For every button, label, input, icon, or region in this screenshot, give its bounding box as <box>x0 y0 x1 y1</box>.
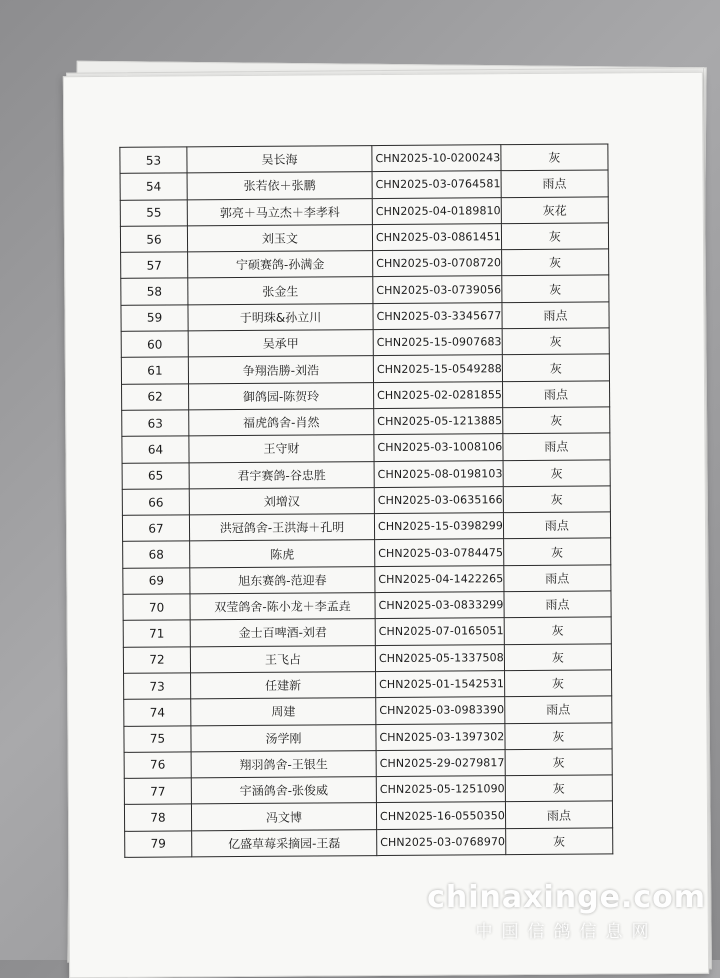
ring-number: CHN2025-03-3345677 <box>373 302 502 329</box>
owner-name: 汤学刚 <box>191 724 376 752</box>
owner-name: 刘增汉 <box>189 487 374 515</box>
owner-name: 冯文博 <box>191 803 376 831</box>
feather-color: 雨点 <box>501 170 608 197</box>
feather-color: 雨点 <box>503 512 610 539</box>
row-number: 57 <box>121 252 188 279</box>
row-number: 78 <box>124 804 191 831</box>
owner-name: 于明珠&孙立川 <box>188 303 373 331</box>
owner-name: 陈虎 <box>190 540 375 568</box>
table-row <box>120 144 608 174</box>
table-row <box>120 170 608 200</box>
table-row <box>121 328 609 358</box>
ring-number: CHN2025-15-0907683 <box>373 329 502 356</box>
table-row <box>122 459 610 489</box>
owner-name: 亿盛草莓采摘园-王磊 <box>192 829 377 857</box>
paper-sheet <box>63 72 709 978</box>
owner-name: 周建 <box>191 698 376 726</box>
table-row <box>125 828 613 858</box>
owner-name: 宇涵鸽舍-张俊威 <box>191 777 376 805</box>
row-number: 79 <box>125 831 192 858</box>
feather-color: 灰 <box>504 644 611 671</box>
ring-number: CHN2025-03-1397302 <box>376 723 505 750</box>
table-row <box>120 223 608 253</box>
owner-name: 御鸽园-陈贺玲 <box>189 382 374 410</box>
feather-color: 灰 <box>505 749 612 776</box>
ring-number: CHN2025-03-0833299 <box>375 592 504 619</box>
owner-name: 福虎鸽舍-肖然 <box>189 409 374 437</box>
roster-body <box>120 144 613 857</box>
watermark-domain: chinaxinge.com <box>427 880 706 915</box>
feather-color: 灰 <box>503 459 610 486</box>
table-row <box>123 565 611 595</box>
owner-name: 君宇赛鸽-谷忠胜 <box>189 461 374 489</box>
row-number: 55 <box>120 199 187 226</box>
ring-number: CHN2025-05-1251090 <box>376 776 505 803</box>
row-number: 53 <box>120 147 187 174</box>
owner-name: 金士百啤酒-刘君 <box>190 619 375 647</box>
feather-color: 灰 <box>506 828 613 855</box>
row-number: 66 <box>122 489 189 516</box>
ring-number: CHN2025-15-0549288 <box>373 355 502 382</box>
feather-color: 灰 <box>502 275 609 302</box>
table-row <box>121 354 609 384</box>
table-row <box>123 538 611 568</box>
feather-color: 灰 <box>501 249 608 276</box>
row-number: 62 <box>122 384 189 411</box>
row-number: 68 <box>123 541 190 568</box>
owner-name: 吴承甲 <box>188 330 373 358</box>
table-row <box>123 617 611 647</box>
ring-number: CHN2025-03-0764581 <box>372 171 501 198</box>
row-number: 64 <box>122 436 189 463</box>
feather-color: 灰花 <box>501 197 608 224</box>
feather-color: 灰 <box>502 328 609 355</box>
owner-name: 张若依＋张鹏 <box>187 172 372 200</box>
owner-name: 宁硕赛鸽-孙满金 <box>188 251 373 279</box>
table-row <box>122 407 610 437</box>
feather-color: 灰 <box>505 775 612 802</box>
ring-number: CHN2025-03-0861451 <box>372 224 501 251</box>
table-row <box>122 486 610 516</box>
ring-number: CHN2025-16-0550350 <box>376 802 505 829</box>
owner-name: 任建新 <box>191 672 376 700</box>
feather-color: 灰 <box>501 223 608 250</box>
table-row <box>120 197 608 227</box>
owner-name: 双莹鸽舍-陈小龙＋李孟垚 <box>190 593 375 621</box>
pigeon-roster-table <box>119 143 613 857</box>
owner-name: 翔羽鸽舍-王银生 <box>191 750 376 778</box>
ring-number: CHN2025-03-1008106 <box>374 434 503 461</box>
table-row <box>124 722 612 752</box>
feather-color: 灰 <box>501 144 608 171</box>
owner-name: 旭东赛鸽-范迎春 <box>190 566 375 594</box>
row-number: 59 <box>121 305 188 332</box>
feather-color: 灰 <box>504 670 611 697</box>
watermark-site-name: 中国信鸽信息网 <box>475 922 658 942</box>
feather-color: 雨点 <box>504 565 611 592</box>
feather-color: 雨点 <box>505 696 612 723</box>
ring-number: CHN2025-03-0784475 <box>375 539 504 566</box>
feather-color: 灰 <box>505 722 612 749</box>
owner-name: 争翔浩勝-刘浩 <box>188 356 373 384</box>
row-number: 65 <box>122 462 189 489</box>
ring-number: CHN2025-01-1542531 <box>376 671 505 698</box>
ring-number: CHN2025-03-0983390 <box>376 697 505 724</box>
row-number: 76 <box>124 752 191 779</box>
owner-name: 洪冠鸽舍-王洪海＋孔明 <box>189 514 374 542</box>
ring-number: CHN2025-03-0768970 <box>377 828 506 855</box>
feather-color: 灰 <box>503 486 610 513</box>
owner-name: 刘玉文 <box>187 224 372 252</box>
row-number: 69 <box>123 568 190 595</box>
feather-color: 灰 <box>504 617 611 644</box>
row-number: 56 <box>120 226 187 253</box>
feather-color: 雨点 <box>503 433 610 460</box>
row-number: 75 <box>124 725 191 752</box>
feather-color: 雨点 <box>505 801 612 828</box>
owner-name: 王飞占 <box>190 645 375 673</box>
feather-color: 灰 <box>502 354 609 381</box>
table-row <box>124 801 612 831</box>
feather-color: 灰 <box>503 407 610 434</box>
feather-color: 雨点 <box>502 381 609 408</box>
table-row <box>122 381 610 411</box>
row-number: 71 <box>123 620 190 647</box>
feather-color: 雨点 <box>504 591 611 618</box>
row-number: 70 <box>123 594 190 621</box>
owner-name: 王守财 <box>189 435 374 463</box>
owner-name: 吴长海 <box>187 146 372 174</box>
table-row <box>124 775 612 805</box>
row-number: 74 <box>124 699 191 726</box>
row-number: 77 <box>124 778 191 805</box>
row-number: 54 <box>120 173 187 200</box>
table-row <box>124 670 612 700</box>
table-row <box>124 696 612 726</box>
ring-number: CHN2025-29-0279817 <box>376 750 505 777</box>
table-row <box>123 591 611 621</box>
ring-number: CHN2025-03-0708720 <box>373 250 502 277</box>
row-number: 63 <box>122 410 189 437</box>
row-number: 73 <box>124 673 191 700</box>
table-row <box>123 644 611 674</box>
row-number: 61 <box>121 357 188 384</box>
row-number: 72 <box>123 647 190 674</box>
table-row <box>121 249 609 279</box>
owner-name: 张金生 <box>188 277 373 305</box>
row-number: 67 <box>122 515 189 542</box>
ring-number: CHN2025-03-0739056 <box>373 276 502 303</box>
ring-number: CHN2025-05-1337508 <box>375 644 504 671</box>
site-watermark <box>427 880 706 942</box>
table-row <box>122 512 610 542</box>
feather-color: 灰 <box>504 538 611 565</box>
table-row <box>121 275 609 305</box>
row-number: 60 <box>121 331 188 358</box>
owner-name: 郭亮＋马立杰＋李孝科 <box>187 198 372 226</box>
ring-number: CHN2025-04-1422265 <box>375 565 504 592</box>
feather-color: 雨点 <box>502 302 609 329</box>
ring-number: CHN2025-07-0165051 <box>375 618 504 645</box>
ring-number: CHN2025-02-0281855 <box>374 381 503 408</box>
table-row <box>121 302 609 332</box>
ring-number: CHN2025-10-0200243 <box>372 145 501 172</box>
ring-number: CHN2025-03-0635166 <box>374 487 503 514</box>
row-number: 58 <box>121 278 188 305</box>
table-row <box>124 749 612 779</box>
table-row <box>122 433 610 463</box>
ring-number: CHN2025-15-0398299 <box>374 513 503 540</box>
ring-number: CHN2025-05-1213885 <box>374 408 503 435</box>
ring-number: CHN2025-08-0198103 <box>374 460 503 487</box>
ring-number: CHN2025-04-0189810 <box>372 197 501 224</box>
